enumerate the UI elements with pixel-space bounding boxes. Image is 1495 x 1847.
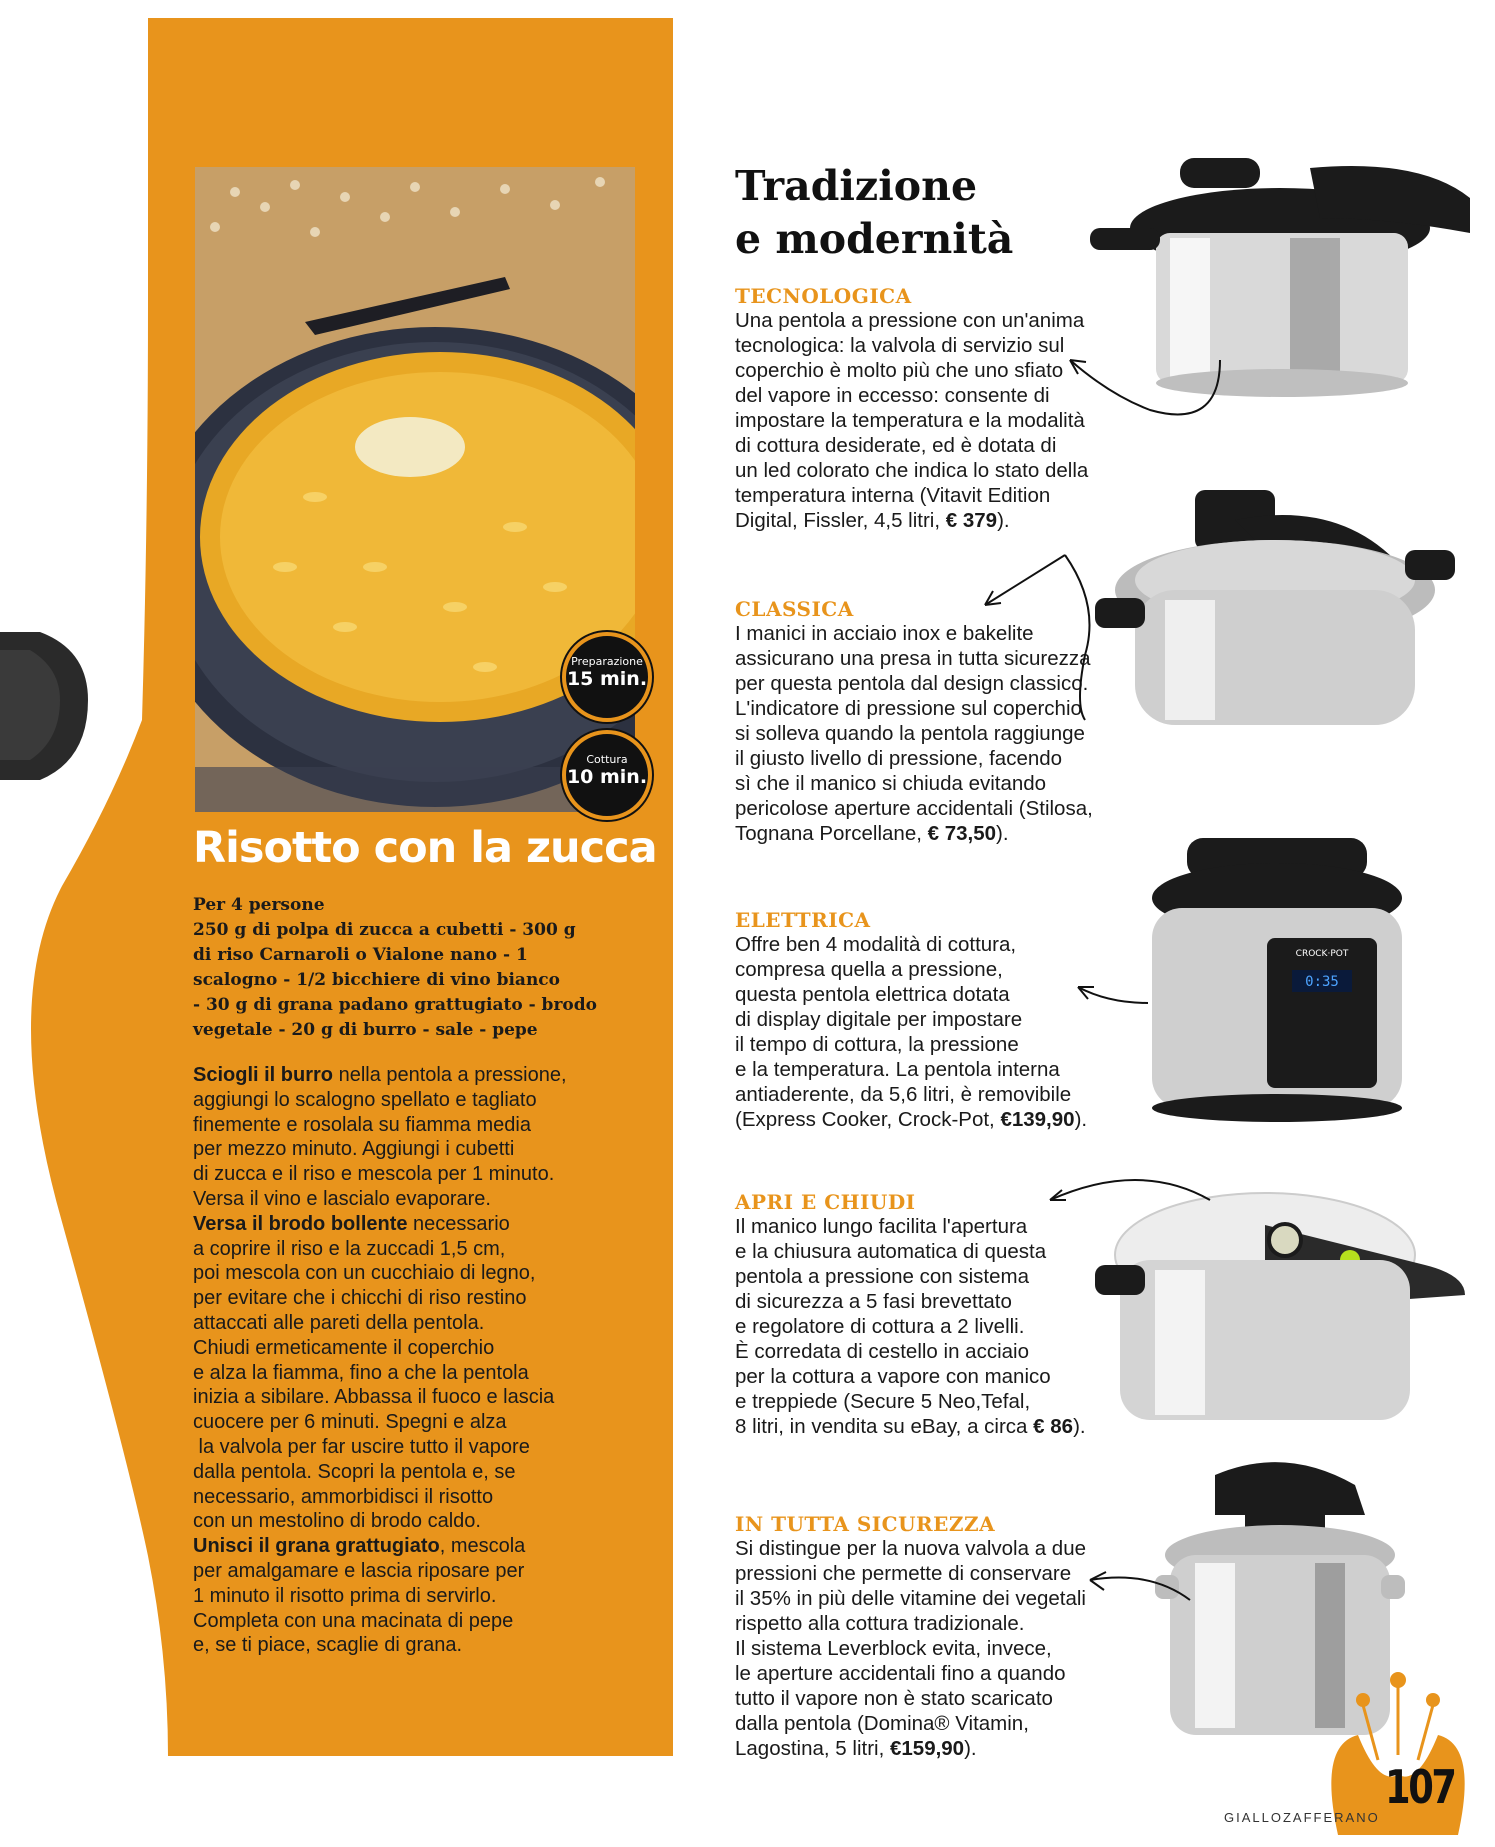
text-line: e treppiede (Secure 5 Neo,Tefal,: [735, 1390, 1031, 1413]
text-line: del vapore in eccesso: consente di: [735, 384, 1050, 407]
step-text: necessario: [407, 1212, 510, 1235]
text-segment: ).: [964, 1737, 977, 1760]
pointer-arrow-4: [1040, 1160, 1220, 1215]
text-line: per questa pentola dal design classico.: [735, 672, 1089, 695]
step-line: e alza la fiamma, fino a che la pentola: [193, 1361, 529, 1384]
text-line: antiaderente, da 5,6 litri, è removibile: [735, 1083, 1072, 1106]
pointer-arrow-5: [1080, 1560, 1200, 1610]
tefal-pressure-cooker-image: [1095, 1185, 1475, 1425]
step-line: per amalgamare e lascia riposare per: [193, 1559, 525, 1582]
pointer-arrow-1: [1050, 320, 1230, 440]
step1-bold: Sciogli il burro: [193, 1064, 334, 1086]
page-number: 107: [1385, 1760, 1455, 1814]
text-line: Il manico lungo facilita l'apertura: [735, 1215, 1028, 1238]
recipe-title: Risotto con la zucca: [193, 823, 657, 873]
text-line: il tempo di cottura, la pressione: [735, 1033, 1019, 1056]
step2-bold: Versa il brodo bollente: [193, 1212, 408, 1235]
text-line: [735, 508, 1088, 533]
item-heading-elettrica: ELETTRICA: [735, 908, 871, 932]
text-segment: ).: [997, 509, 1010, 532]
text-line: di display digitale per impostare: [735, 1008, 1023, 1031]
price: € 73,50: [927, 822, 997, 845]
text-segment: Digital, Fissler, 4,5 litri,: [735, 509, 946, 532]
step-line: dalla pentola. Scopri la pentola e, se: [193, 1460, 516, 1483]
item-heading-classica: CLASSICA: [735, 597, 854, 621]
text-line: rispetto alla cottura tradizionale.: [735, 1612, 1025, 1635]
step-line: di zucca e il riso e mescola per 1 minuto.: [193, 1163, 555, 1186]
text-line: L'indicatore di pressione sul coperchio: [735, 697, 1082, 720]
ingredient-line: Per 4 persone: [193, 895, 325, 915]
text-line: Il sistema Leverblock evita, invece,: [735, 1637, 1052, 1660]
step-line: [193, 1534, 633, 1559]
step-line: aggiungi lo scalogno spellato e tagliato: [193, 1088, 537, 1111]
recipe-steps: [193, 1063, 633, 1658]
text-line: Si distingue per la nuova valvola a due: [735, 1537, 1087, 1560]
step-line: poi mescola con un cucchiaio di legno,: [193, 1262, 536, 1285]
text-segment: Tognana Porcellane,: [735, 822, 928, 845]
cook-time-badge: [562, 730, 652, 820]
prep-time-badge: [562, 632, 652, 722]
text-segment: 8 litri, in vendita su eBay, a circa: [735, 1415, 1034, 1438]
step-line: cuocere per 6 minuti. Spegni e alza: [193, 1411, 507, 1434]
text-line: Una pentola a pressione con un'anima: [735, 309, 1085, 332]
step-line: 1 minuto il risotto prima di servirlo.: [193, 1584, 497, 1607]
risotto-photo: [195, 167, 635, 812]
text-line: I manici in acciaio inox e bakelite: [735, 622, 1034, 645]
text-segment: ).: [1073, 1415, 1086, 1438]
cook-time-value: 10 min.: [566, 766, 648, 788]
text-line: tutto il vapore non è stato scaricato: [735, 1687, 1053, 1710]
text-segment: (Express Cooker, Crock-Pot,: [735, 1108, 1001, 1131]
item-heading-tecnologica: TECNOLOGICA: [735, 284, 912, 308]
text-line: di cottura desiderate, ed è dotata di: [735, 434, 1057, 457]
crockpot-brand-label: CROCK·POT: [1295, 949, 1349, 959]
ingredient-line: 250 g di polpa di zucca a cubetti - 300 g: [193, 920, 576, 940]
text-line: sì che il manico si chiuda evitando: [735, 772, 1047, 795]
price: € 86: [1033, 1415, 1074, 1438]
item-text-in-tutta-sicurezza: [735, 1536, 1086, 1761]
text-segment: ).: [1074, 1108, 1088, 1131]
text-line: il giusto livello di pressione, facendo: [735, 747, 1063, 770]
step-line: per evitare che i chicchi di riso restino: [193, 1287, 527, 1310]
ingredients-list: [193, 893, 623, 1043]
text-segment: Lagostina, 5 litri,: [735, 1737, 890, 1760]
step-text: nella pentola a pressione,: [333, 1064, 567, 1086]
price: €159,90: [889, 1737, 965, 1760]
step3-bold: Unisci il grana grattugiato: [193, 1535, 440, 1558]
step-line: Completa con una macinata di pepe: [193, 1609, 514, 1632]
text-line: si solleva quando la pentola raggiunge: [735, 722, 1085, 745]
text-line: temperatura interna (Vitavit Edition: [735, 484, 1051, 507]
text-line: [735, 1414, 1086, 1439]
text-line: e la temperatura. La pentola interna: [735, 1058, 1060, 1081]
text-line: le aperture accidentali fino a quando: [735, 1662, 1066, 1685]
text-line: questa pentola elettrica dotata: [735, 983, 1010, 1006]
price: € 379: [945, 509, 998, 532]
text-line: tecnologica: la valvola di servizio sul: [735, 334, 1065, 357]
text-line: pericolose aperture accidentali (Stilosa,: [735, 797, 1093, 820]
step-line: Chiudi ermeticamente il coperchio: [193, 1336, 495, 1359]
crockpot-display-label: 0:35: [1305, 974, 1339, 990]
ingredient-line: vegetale - 20 g di burro - sale - pepe: [193, 1020, 538, 1040]
item-text-tecnologica: [735, 308, 1088, 533]
step-line: attaccati alle pareti della pentola.: [193, 1311, 485, 1334]
text-line: [735, 821, 1093, 846]
step-line: [193, 1063, 633, 1088]
text-line: coperchio è molto più che uno sfiato: [735, 359, 1064, 382]
text-line: Offre ben 4 modalità di cottura,: [735, 933, 1017, 956]
text-line: [735, 1736, 1086, 1761]
step-text: , mescola: [439, 1535, 526, 1558]
prep-time-label: Preparazione: [571, 655, 643, 668]
text-line: assicurano una presa in tutta sicurezza: [735, 647, 1091, 670]
step-line: per mezzo minuto. Aggiungi i cubetti: [193, 1138, 515, 1161]
text-line: compresa quella a pressione,: [735, 958, 1003, 981]
text-line: per la cottura a vapore con manico: [735, 1365, 1051, 1388]
step-line: necessario, ammorbidisci il risotto: [193, 1485, 494, 1508]
text-line: impostare la temperatura e la modalità: [735, 409, 1085, 432]
text-line: il 35% in più delle vitamine dei vegetali: [735, 1587, 1086, 1610]
cook-time-label: Cottura: [586, 753, 628, 766]
step-line: [193, 1212, 633, 1237]
text-line: È corredata di cestello in acciaio: [735, 1340, 1029, 1363]
magazine-brand: GIALLOZAFFERANO: [1224, 1810, 1380, 1825]
text-line: dalla pentola (Domina® Vitamin,: [735, 1712, 1029, 1735]
text-line: un led colorato che indica lo stato della: [735, 459, 1089, 482]
pointer-arrow-3: [1068, 975, 1158, 1015]
text-line: [735, 1107, 1087, 1132]
text-line: e la chiusura automatica di questa: [735, 1240, 1047, 1263]
item-text-elettrica: [735, 932, 1087, 1132]
ingredient-line: scalogno - 1/2 bicchiere di vino bianco: [193, 970, 560, 990]
page-title: [735, 160, 1013, 266]
step-line: finemente e rosolala su fiamma media: [193, 1113, 531, 1136]
text-line: pentola a pressione con sistema: [735, 1265, 1030, 1288]
price: €139,90: [1000, 1108, 1075, 1131]
item-heading-in-tutta-sicurezza: IN TUTTA SICUREZZA: [735, 1512, 996, 1536]
step-line: la valvola per far uscire tutto il vapore: [193, 1435, 530, 1458]
ingredient-line: - 30 g di grana padano grattugiato - brodo: [193, 995, 597, 1015]
step-line: a coprire il riso e la zuccadi 1,5 cm,: [193, 1237, 506, 1260]
text-line: e regolatore di cottura a 2 livelli.: [735, 1315, 1025, 1338]
item-heading-apri-e-chiudi: APRI E CHIUDI: [735, 1190, 916, 1214]
step-line: Versa il vino e lascialo evaporare.: [193, 1187, 491, 1210]
step-line: con un mestolino di brodo caldo.: [193, 1510, 481, 1533]
tognana-pressure-cooker-image: [1095, 480, 1465, 760]
text-segment: ).: [996, 822, 1009, 845]
prep-time-value: 15 min.: [566, 668, 648, 690]
item-text-apri-e-chiudi: [735, 1214, 1086, 1439]
ingredient-line: di riso Carnaroli o Vialone nano - 1: [193, 945, 528, 965]
page-title-line1: Tradizione: [735, 162, 978, 210]
text-line: di sicurezza a 5 fasi brevettato: [735, 1290, 1012, 1313]
step-line: e, se ti piace, scaglie di grana.: [193, 1634, 463, 1657]
text-line: pressioni che permette di conservare: [735, 1562, 1072, 1585]
page-title-line2: e modernità: [735, 215, 1014, 263]
pointer-arrow-2: [975, 545, 1105, 725]
crockpot-electric-cooker-image: [1147, 838, 1407, 1126]
step-line: inizia a sibilare. Abbassa il fuoco e lascia: [193, 1386, 555, 1409]
